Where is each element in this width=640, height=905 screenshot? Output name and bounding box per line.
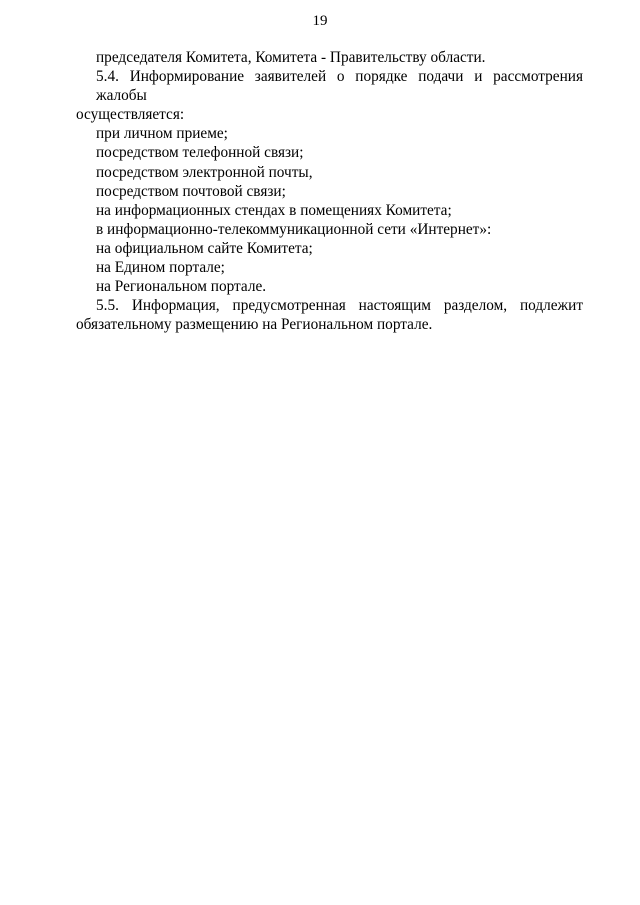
list-item: на информационных стендах в помещениях Комитета;: [96, 201, 452, 219]
list-item: на Региональном портале.: [96, 278, 267, 296]
page-number: 19: [312, 13, 328, 29]
list-item: посредством электронной почты,: [96, 163, 313, 181]
paragraph-5-5-second-line: обязательному размещению на Региональном портале.: [76, 316, 433, 334]
list-item: при личном приеме;: [96, 125, 228, 143]
list-item: в информационно-телекоммуникационной сети «Интернет»:: [96, 220, 492, 238]
paragraph-continuation: председателя Комитета, Комитета - Правительству области.: [96, 49, 486, 66]
document-body: [76, 48, 583, 334]
paragraph-5-5-first-line: 5.5. Информация, предусмотренная настоящим разделом, подлежит: [96, 297, 583, 315]
list-item: на Едином портале;: [96, 259, 225, 277]
list-item: на официальном сайте Комитета;: [96, 239, 313, 257]
list-item: посредством почтовой связи;: [96, 182, 286, 200]
list-item: посредством телефонной связи;: [96, 144, 304, 162]
paragraph-5-4-first-line: 5.4. Информирование заявителей о порядке подачи и рассмотрения жалобы: [96, 68, 583, 105]
paragraph-5-4-second-line: осуществляется:: [76, 106, 185, 124]
